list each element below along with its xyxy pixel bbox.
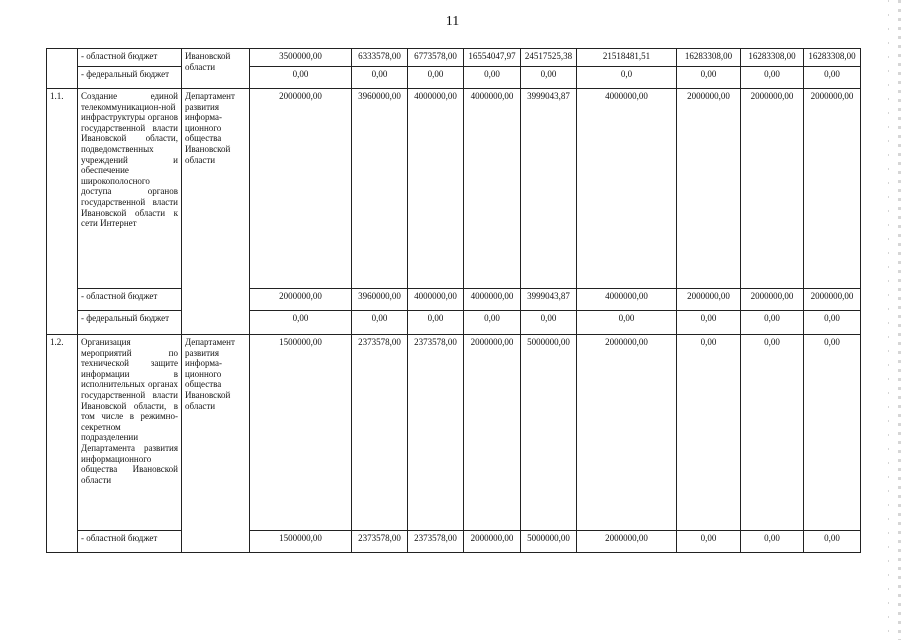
value-cell: 2373578,00 — [352, 335, 408, 531]
value-cell: 1500000,00 — [250, 531, 352, 553]
value-cell: 0,00 — [521, 67, 577, 89]
value-cell: 0,00 — [352, 67, 408, 89]
value-cell: 2000000,00 — [464, 335, 521, 531]
value-cell: 3500000,00 — [250, 49, 352, 67]
value-cell: 6773578,00 — [408, 49, 464, 67]
value-cell: 16554047,97 — [464, 49, 521, 67]
table-row — [47, 49, 861, 67]
budget-type-cell: - областной бюджет — [78, 289, 182, 311]
table-row — [47, 67, 861, 89]
value-cell: 0,00 — [804, 67, 861, 89]
item-name: Создание единой телекоммуникацион-ной инфраструктуры органов государственной власти Ивановской области, подведомственных учреждений и обеспечение широкополосного доступа органов государственной власти Ивановской области к сети Интернет — [78, 89, 182, 289]
value-cell: 2000000,00 — [577, 531, 677, 553]
value-cell: 0,00 — [250, 311, 352, 335]
item-index: 1.1. — [47, 89, 78, 335]
budget-type-cell: - федеральный бюджет — [78, 67, 182, 89]
value-cell: 0,00 — [677, 335, 741, 531]
value-cell: 0,00 — [464, 311, 521, 335]
value-cell: 3960000,00 — [352, 289, 408, 311]
value-cell: 24517525,38 — [521, 49, 577, 67]
value-cell: 2000000,00 — [741, 289, 804, 311]
table-row — [47, 89, 861, 289]
value-cell: 0,00 — [741, 531, 804, 553]
value-cell: 4000000,00 — [464, 89, 521, 289]
value-cell: 0,00 — [677, 531, 741, 553]
value-cell: 0,00 — [408, 311, 464, 335]
value-cell: 4000000,00 — [408, 89, 464, 289]
value-cell: 2000000,00 — [577, 335, 677, 531]
index-cell — [47, 49, 78, 89]
value-cell: 3999043,87 — [521, 289, 577, 311]
table-row — [47, 311, 861, 335]
value-cell: 0,00 — [741, 335, 804, 531]
value-cell: 2000000,00 — [677, 89, 741, 289]
value-cell: 16283308,00 — [677, 49, 741, 67]
value-cell: 3999043,87 — [521, 89, 577, 289]
value-cell: 0,00 — [408, 67, 464, 89]
value-cell: 16283308,00 — [804, 49, 861, 67]
value-cell: 0,00 — [741, 311, 804, 335]
value-cell: 2000000,00 — [804, 289, 861, 311]
value-cell: 5000000,00 — [521, 531, 577, 553]
table-row — [47, 335, 861, 531]
value-cell: 0,00 — [804, 335, 861, 531]
executor-cell: Департамент развития информа-ционного общества Ивановской области — [182, 89, 250, 335]
value-cell: 0,00 — [677, 311, 741, 335]
budget-table — [46, 48, 861, 553]
scan-edge-artifact — [898, 0, 901, 640]
budget-type-cell: - федеральный бюджет — [78, 311, 182, 335]
value-cell: 2000000,00 — [804, 89, 861, 289]
value-cell: 0,00 — [804, 531, 861, 553]
value-cell: 2000000,00 — [677, 289, 741, 311]
budget-type-cell: - областной бюджет — [78, 531, 182, 553]
value-cell: 2000000,00 — [741, 89, 804, 289]
value-cell: 4000000,00 — [464, 289, 521, 311]
value-cell: 1500000,00 — [250, 335, 352, 531]
value-cell: 4000000,00 — [577, 289, 677, 311]
executor-cell: Департамент развития информа-ционного общества Ивановской области — [182, 335, 250, 553]
value-cell: 2000000,00 — [250, 289, 352, 311]
value-cell: 2373578,00 — [408, 531, 464, 553]
table-row — [47, 289, 861, 311]
value-cell: 0,00 — [677, 67, 741, 89]
value-cell: 0,00 — [577, 311, 677, 335]
value-cell: 3960000,00 — [352, 89, 408, 289]
item-index: 1.2. — [47, 335, 78, 553]
value-cell: 0,00 — [352, 311, 408, 335]
budget-type-cell: - областной бюджет — [78, 49, 182, 67]
value-cell: 2000000,00 — [464, 531, 521, 553]
value-cell: 5000000,00 — [521, 335, 577, 531]
scan-edge-artifact — [888, 0, 889, 640]
value-cell: 21518481,51 — [577, 49, 677, 67]
table-row — [47, 531, 861, 553]
value-cell: 0,00 — [804, 311, 861, 335]
value-cell: 2373578,00 — [352, 531, 408, 553]
value-cell: 4000000,00 — [408, 289, 464, 311]
value-cell: 0,0 — [577, 67, 677, 89]
page-number: 11 — [445, 14, 460, 29]
value-cell: 0,00 — [741, 67, 804, 89]
value-cell: 0,00 — [521, 311, 577, 335]
value-cell: 2373578,00 — [408, 335, 464, 531]
value-cell: 0,00 — [250, 67, 352, 89]
executor-cell: Ивановской области — [182, 49, 250, 89]
value-cell: 4000000,00 — [577, 89, 677, 289]
value-cell: 2000000,00 — [250, 89, 352, 289]
value-cell: 0,00 — [464, 67, 521, 89]
value-cell: 16283308,00 — [741, 49, 804, 67]
value-cell: 6333578,00 — [352, 49, 408, 67]
item-name: Организация мероприятий по технической защите информации в исполнительных органах государственной власти Ивановской области, в том числе в режимно-секретном подразделении Департамента развития информационного общества Ивановской области — [78, 335, 182, 531]
